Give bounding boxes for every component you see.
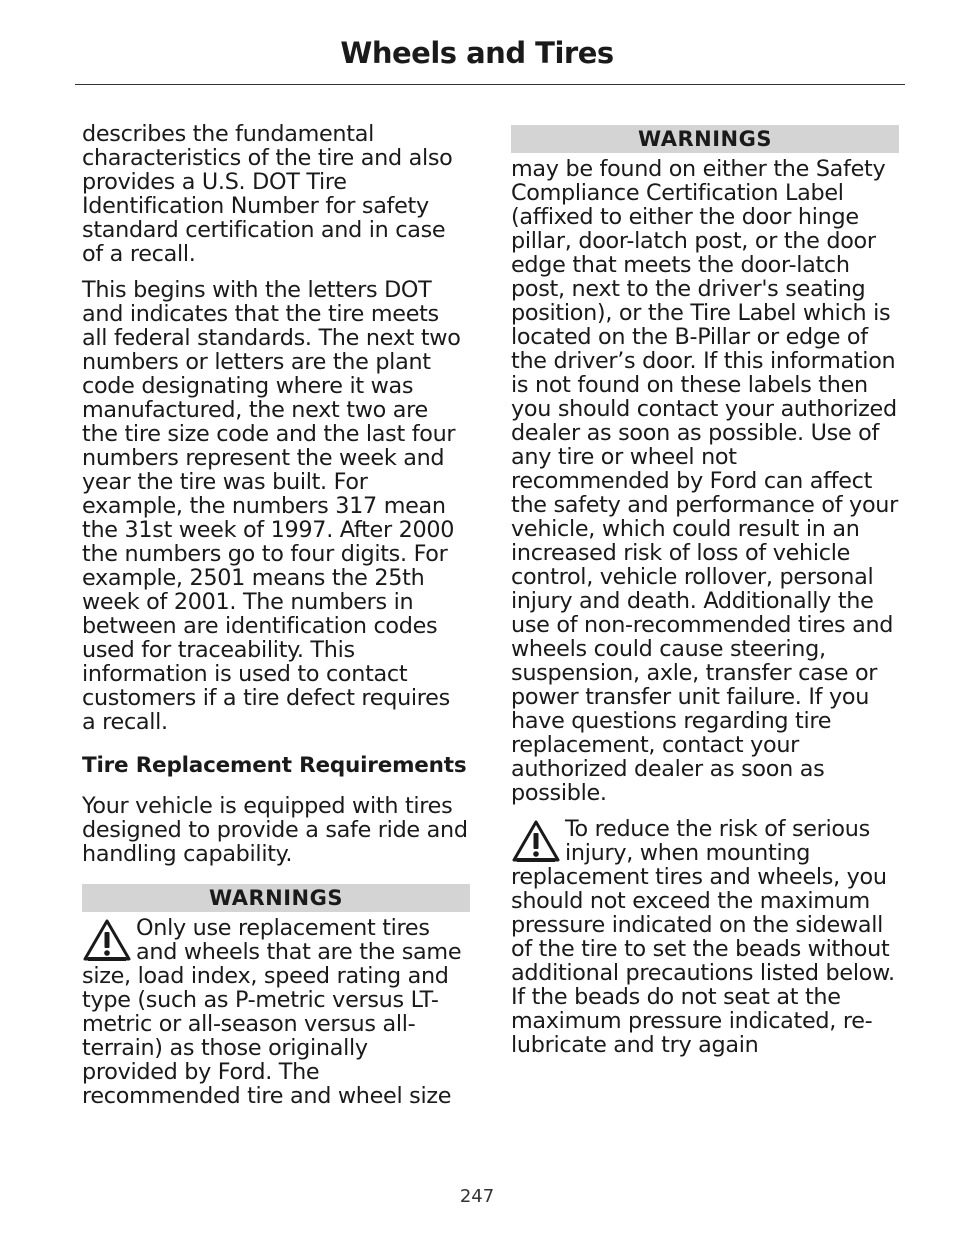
warning-text-2: To reduce the risk of serious injury, when mounting replacement tires and wheels, you should not exceed the maximum pressure indicated on the sidewall of the tire to set the beads without additional precautions listed below. If the beads do not seat at the maximum pressure indicated, re-lubricate and try again: [511, 816, 895, 1058]
warnings-header-left: WARNINGS: [82, 884, 470, 912]
left-column: [82, 122, 470, 1120]
right-paragraph-1: may be found on either the Safety Compliance Certification Label (affixed to either the door hinge pillar, door-latch post, or the door edge that meets the door-latch post, next to the driver's seating position), or the Tire Label which is located on the B-Pillar or edge of the driver’s door. If this information is not found on these labels then you should contact your authorized dealer as soon as possible. Use of any tire or wheel not recommended by Ford can affect the safety and performance of your vehicle, which could result in an increased risk of loss of vehicle control, vehicle rollover, personal injury and death. Additionally the use of non-recommended tires and wheels could cause steering, suspension, axle, transfer case or power transfer unit failure. If you have questions regarding tire replacement, contact your authorized dealer as soon as possible.: [511, 156, 898, 806]
warning-block-1: [82, 916, 470, 1108]
page-title: Wheels and Tires: [340, 36, 614, 70]
right-column: [511, 125, 899, 1069]
title-divider: [75, 84, 905, 85]
left-paragraph-2: This begins with the letters DOT and indicates that the tire meets all federal standards. The next two numbers or letters are the plant code designating where it was manufactured, the next two are the tire size code and the last four numbers represent the week and year the tire was built. For example, the numbers 317 mean the 31st week of 1997. After 2000 the numbers go to four digits. For example, 2501 means the 25th week of 2001. The numbers in between are identification codes used for traceability. This information is used to contact customers if a tire defect requires a recall.: [82, 277, 461, 735]
left-paragraph-3: Your vehicle is equipped with tires designed to provide a safe ride and handling capability.: [82, 793, 468, 867]
warning-triangle-icon: [511, 819, 561, 865]
warning-block-2: [511, 817, 899, 1057]
warning-triangle-icon: [82, 918, 132, 964]
section-heading: Tire Replacement Requirements: [82, 753, 467, 778]
warning-text-1: Only use replacement tires and wheels that are the same size, load index, speed rating and type (such as P-metric versus LT-metric or all-season versus all-terrain) as those originally provided by Ford. The recommended tire and wheel size: [82, 915, 462, 1109]
page-number: 247: [459, 1186, 495, 1207]
left-paragraph-1: describes the fundamental characteristics of the tire and also provides a U.S. DOT Tire Identification Number for safety standard certification and in case of a recall.: [82, 121, 453, 267]
warnings-header-right: WARNINGS: [511, 125, 899, 153]
